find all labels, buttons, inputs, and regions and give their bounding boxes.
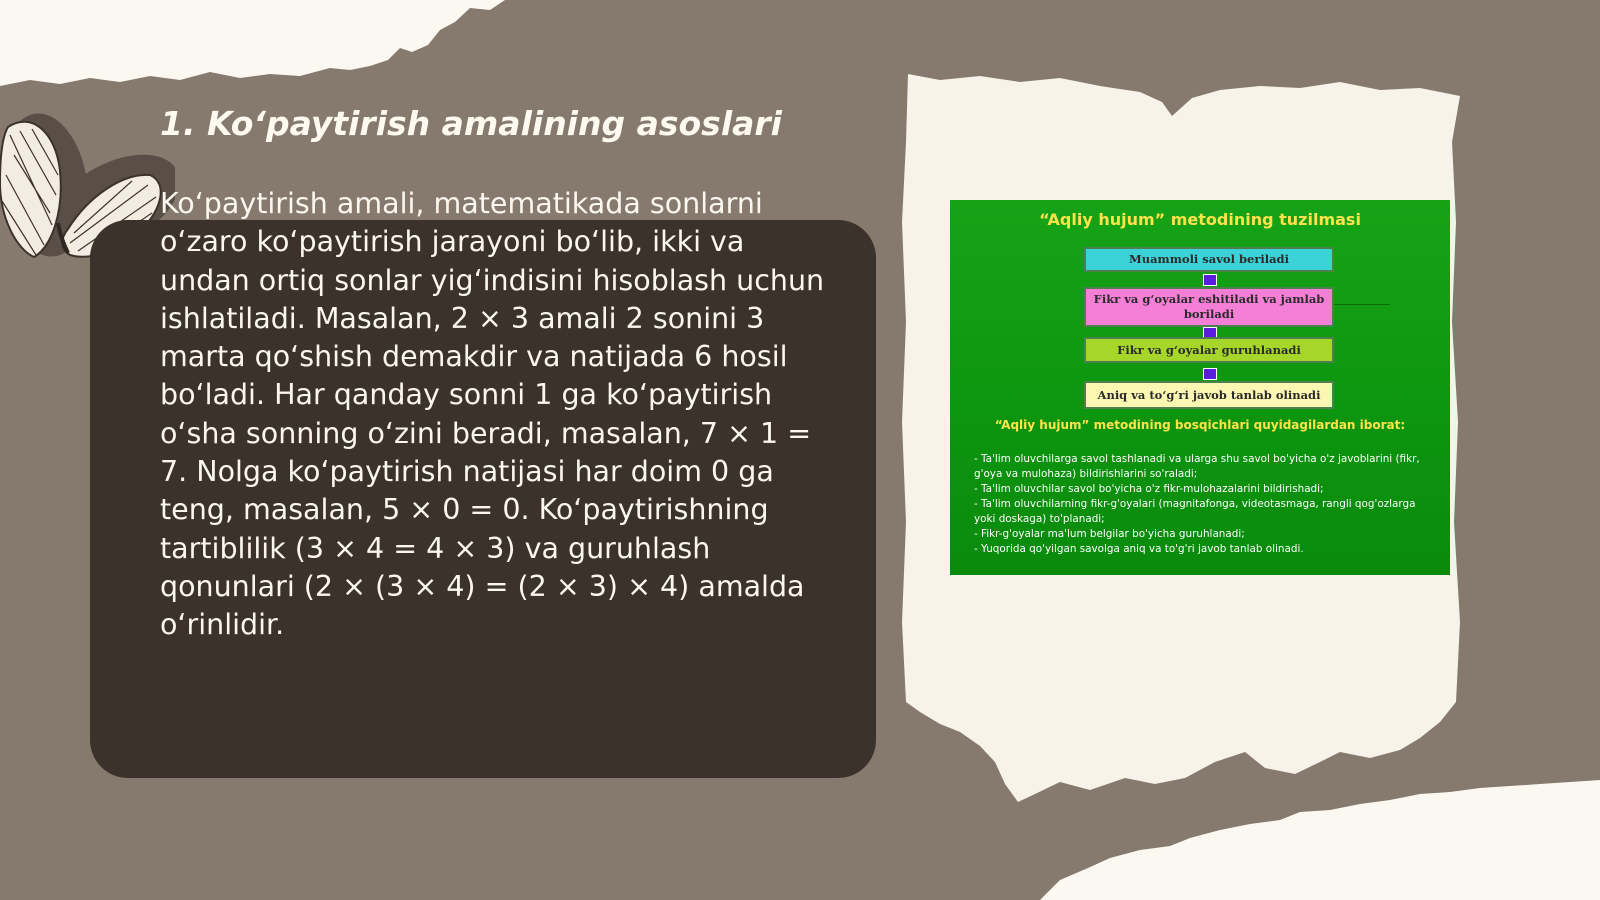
torn-paper-top bbox=[0, 0, 520, 110]
scheme-list-item: - Ta'lim oluvchilarning fikr-g'oyalari (magnitafonga, videotasmaga, rangli qog'ozlarga yoki doskaga) to'planadi; bbox=[974, 498, 1416, 525]
brainstorm-scheme-image bbox=[950, 200, 1450, 575]
scheme-list bbox=[974, 452, 1430, 557]
scheme-step: Fikr va g‘oyalar eshitiladi va jamlab boriladi bbox=[1084, 287, 1334, 327]
scheme-title: “Aqliy hujum” metodining tuzilmasi bbox=[1039, 210, 1361, 229]
scheme-list-item: - Yuqorida qo'yilgan savolga aniq va to'g'ri javob tanlab olinadi. bbox=[974, 543, 1304, 555]
scheme-list-item: - Ta'lim oluvchilar savol bo'yicha o'z fikr-mulohazalarini bildirishadi; bbox=[974, 483, 1324, 495]
bracket-line bbox=[1334, 304, 1390, 305]
down-arrow-icon bbox=[1203, 368, 1217, 380]
scheme-step: Aniq va to‘g‘ri javob tanlab olinadi bbox=[1084, 381, 1334, 409]
scheme-list-item: - Ta'lim oluvchilarga savol tashlanadi va ularga shu savol bo'yicha o'z javoblarini (fikr, g'oya va mulohaza) bildirishlarini so'raladi; bbox=[974, 453, 1420, 480]
slide-body-text: Ko‘paytirish amali, matematikada sonlarni o‘zaro ko‘paytirish jarayoni bo‘lib, ikki va undan ortiq sonlar yig‘indisini hisoblash uchun ishlatiladi. Masalan, 2 × 3 amali 2 sonini 3 marta qo‘shish demakdir va natijada 6 hosil bo‘ladi. Har qanday sonni 1 ga ko‘paytirish o‘sha sonning o‘zini beradi, masalan, 7 × 1 = 7. Nolga ko‘paytirish natijasi har doim 0 ga teng, masalan, 5 × 0 = 0. Ko‘paytirishning tartiblilik (3 × 4 = 4 × 3) va guruhlash qonunlari (2 × (3 × 4) = (2 × 3) × 4) amalda o‘rinlidir. bbox=[160, 187, 825, 642]
slide-title: 1. Ko‘paytirish amalining asoslari bbox=[160, 104, 782, 143]
down-arrow-icon bbox=[1203, 274, 1217, 286]
scheme-list-item: - Fikr-g'oyalar ma'lum belgilar bo'yicha guruhlanadi; bbox=[974, 528, 1245, 540]
scheme-subtitle: “Aqliy hujum” metodining bosqichlari quyidagilardan iborat: bbox=[994, 418, 1406, 432]
torn-paper-bottom bbox=[1040, 780, 1600, 900]
scheme-step: Fikr va g‘oyalar guruhlanadi bbox=[1084, 337, 1334, 363]
scheme-step: Muammoli savol beriladi bbox=[1084, 247, 1334, 272]
